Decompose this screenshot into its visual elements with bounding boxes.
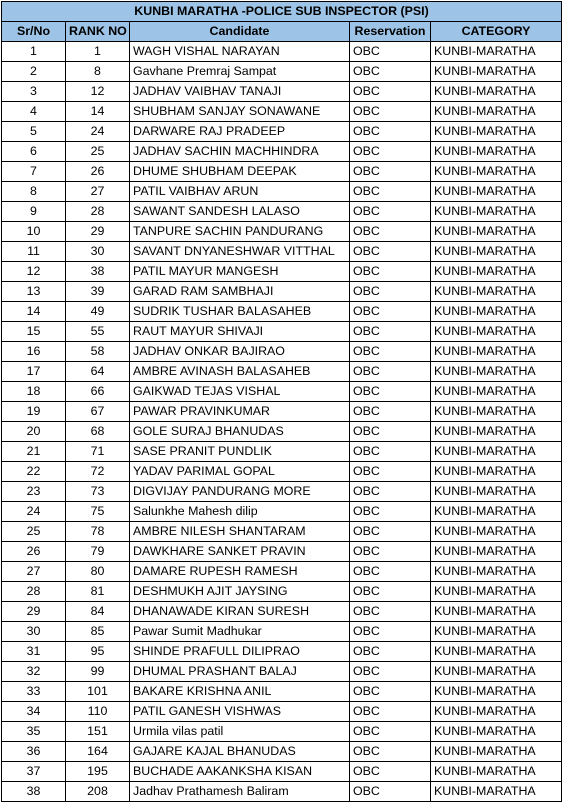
category-cell[interactable]: KUNBI-MARATHA: [431, 542, 562, 562]
reservation-cell[interactable]: OBC: [350, 242, 431, 262]
title-row: [2, 2, 562, 22]
table-row: [2, 562, 562, 582]
candidate-cell[interactable]: DHANAWADE KIRAN SURESH: [130, 602, 350, 622]
rank-no-cell[interactable]: 28: [66, 202, 130, 222]
candidate-cell[interactable]: WAGH VISHAL NARAYAN: [130, 42, 350, 62]
sr-no-cell[interactable]: 21: [2, 442, 66, 462]
candidate-cell[interactable]: GOLE SURAJ BHANUDAS: [130, 422, 350, 442]
candidate-cell[interactable]: TANPURE SACHIN PANDURANG: [130, 222, 350, 242]
table-row: [2, 482, 562, 502]
candidate-cell[interactable]: PATIL VAIBHAV ARUN: [130, 182, 350, 202]
reservation-cell[interactable]: OBC: [350, 182, 431, 202]
category-cell[interactable]: KUNBI-MARATHA: [431, 622, 562, 642]
reservation-cell[interactable]: OBC: [350, 162, 431, 182]
sr-no-cell[interactable]: 26: [2, 542, 66, 562]
reservation-cell[interactable]: OBC: [350, 322, 431, 342]
sr-no-cell[interactable]: 1: [2, 42, 66, 62]
candidate-cell[interactable]: AMBRE AVINASH BALASAHEB: [130, 362, 350, 382]
category-cell[interactable]: KUNBI-MARATHA: [431, 602, 562, 622]
category-cell[interactable]: KUNBI-MARATHA: [431, 382, 562, 402]
rank-no-cell[interactable]: 208: [66, 782, 130, 802]
category-cell[interactable]: KUNBI-MARATHA: [431, 722, 562, 742]
table-row: [2, 522, 562, 542]
table-row: [2, 422, 562, 442]
sr-no-cell[interactable]: 32: [2, 662, 66, 682]
rank-no-cell[interactable]: 75: [66, 502, 130, 522]
sr-no-cell[interactable]: 11: [2, 242, 66, 262]
sr-no-cell[interactable]: 24: [2, 502, 66, 522]
sr-no-cell[interactable]: 30: [2, 622, 66, 642]
sr-no-cell[interactable]: 29: [2, 602, 66, 622]
category-cell[interactable]: KUNBI-MARATHA: [431, 162, 562, 182]
candidate-cell[interactable]: Salunkhe Mahesh dilip: [130, 502, 350, 522]
category-cell[interactable]: KUNBI-MARATHA: [431, 522, 562, 542]
reservation-cell[interactable]: OBC: [350, 402, 431, 422]
table-row: [2, 142, 562, 162]
table-row: [2, 662, 562, 682]
category-cell[interactable]: KUNBI-MARATHA: [431, 502, 562, 522]
table-row: [2, 542, 562, 562]
rank-no-cell[interactable]: 80: [66, 562, 130, 582]
table-row: [2, 222, 562, 242]
candidate-cell[interactable]: YADAV PARIMAL GOPAL: [130, 462, 350, 482]
table-row: [2, 262, 562, 282]
rank-no-cell[interactable]: 67: [66, 402, 130, 422]
reservation-cell[interactable]: OBC: [350, 562, 431, 582]
table-row: [2, 182, 562, 202]
sr-no-cell[interactable]: 19: [2, 402, 66, 422]
candidate-cell[interactable]: SHINDE PRAFULL DILIPRAO: [130, 642, 350, 662]
rank-no-cell[interactable]: 27: [66, 182, 130, 202]
candidate-cell[interactable]: BUCHADE AAKANKSHA KISAN: [130, 762, 350, 782]
rank-no-cell[interactable]: 68: [66, 422, 130, 442]
table-row: [2, 682, 562, 702]
rank-no-cell[interactable]: 71: [66, 442, 130, 462]
table-row: [2, 402, 562, 422]
sr-no-cell[interactable]: 31: [2, 642, 66, 662]
candidate-cell[interactable]: DESHMUKH AJIT JAYSING: [130, 582, 350, 602]
category-cell[interactable]: KUNBI-MARATHA: [431, 102, 562, 122]
sr-no-cell[interactable]: 2: [2, 62, 66, 82]
reservation-cell[interactable]: OBC: [350, 722, 431, 742]
reservation-cell[interactable]: OBC: [350, 382, 431, 402]
sr-no-cell[interactable]: 17: [2, 362, 66, 382]
candidate-cell[interactable]: DHUMAL PRASHANT BALAJ: [130, 662, 350, 682]
table-row: [2, 722, 562, 742]
candidate-cell[interactable]: JADHAV VAIBHAV TANAJI: [130, 82, 350, 102]
sr-no-cell[interactable]: 10: [2, 222, 66, 242]
header-category[interactable]: CATEGORY: [431, 22, 562, 42]
rank-no-cell[interactable]: 8: [66, 62, 130, 82]
candidate-cell[interactable]: JADHAV ONKAR BAJIRAO: [130, 342, 350, 362]
candidate-cell[interactable]: DHUME SHUBHAM DEEPAK: [130, 162, 350, 182]
rank-no-cell[interactable]: 85: [66, 622, 130, 642]
sr-no-cell[interactable]: 13: [2, 282, 66, 302]
spreadsheet: [1, 1, 561, 802]
reservation-cell[interactable]: OBC: [350, 422, 431, 442]
table-row: [2, 462, 562, 482]
sr-no-cell[interactable]: 27: [2, 562, 66, 582]
table-row: [2, 322, 562, 342]
candidate-cell[interactable]: GARAD RAM SAMBHAJI: [130, 282, 350, 302]
candidate-cell[interactable]: GAIKWAD TEJAS VISHAL: [130, 382, 350, 402]
rank-no-cell[interactable]: 81: [66, 582, 130, 602]
candidate-cell[interactable]: GAJARE KAJAL BHANUDAS: [130, 742, 350, 762]
table-row: [2, 42, 562, 62]
sr-no-cell[interactable]: 38: [2, 782, 66, 802]
reservation-cell[interactable]: OBC: [350, 102, 431, 122]
rank-no-cell[interactable]: 110: [66, 702, 130, 722]
category-cell[interactable]: KUNBI-MARATHA: [431, 742, 562, 762]
sr-no-cell[interactable]: 33: [2, 682, 66, 702]
rank-no-cell[interactable]: 25: [66, 142, 130, 162]
table-row: [2, 742, 562, 762]
candidate-cell[interactable]: Pawar Sumit Madhukar: [130, 622, 350, 642]
reservation-cell[interactable]: OBC: [350, 542, 431, 562]
sr-no-cell[interactable]: 22: [2, 462, 66, 482]
rank-no-cell[interactable]: 39: [66, 282, 130, 302]
category-cell[interactable]: KUNBI-MARATHA: [431, 562, 562, 582]
table-row: [2, 502, 562, 522]
table-row: [2, 302, 562, 322]
candidate-cell[interactable]: SAVANT DNYANESHWAR VITTHAL: [130, 242, 350, 262]
rank-no-cell[interactable]: 99: [66, 662, 130, 682]
candidate-cell[interactable]: PAWAR PRAVINKUMAR: [130, 402, 350, 422]
reservation-cell[interactable]: OBC: [350, 202, 431, 222]
table-row: [2, 622, 562, 642]
candidate-cell[interactable]: BAKARE KRISHNA ANIL: [130, 682, 350, 702]
rank-no-cell[interactable]: 29: [66, 222, 130, 242]
rank-no-cell[interactable]: 164: [66, 742, 130, 762]
table-row: [2, 362, 562, 382]
sr-no-cell[interactable]: 20: [2, 422, 66, 442]
rank-no-cell[interactable]: 78: [66, 522, 130, 542]
table-row: [2, 82, 562, 102]
candidate-cell[interactable]: DAWKHARE SANKET PRAVIN: [130, 542, 350, 562]
sr-no-cell[interactable]: 37: [2, 762, 66, 782]
candidate-cell[interactable]: AMBRE NILESH SHANTARAM: [130, 522, 350, 542]
table-row: [2, 202, 562, 222]
category-cell[interactable]: KUNBI-MARATHA: [431, 422, 562, 442]
reservation-cell[interactable]: OBC: [350, 782, 431, 802]
category-cell[interactable]: KUNBI-MARATHA: [431, 182, 562, 202]
candidate-cell[interactable]: Jadhav Prathamesh Baliram: [130, 782, 350, 802]
candidate-cell[interactable]: RAUT MAYUR SHIVAJI: [130, 322, 350, 342]
category-cell[interactable]: KUNBI-MARATHA: [431, 402, 562, 422]
sr-no-cell[interactable]: 25: [2, 522, 66, 542]
reservation-cell[interactable]: OBC: [350, 642, 431, 662]
rank-no-cell[interactable]: 79: [66, 542, 130, 562]
reservation-cell[interactable]: OBC: [350, 582, 431, 602]
header-rank-no[interactable]: RANK NO: [66, 22, 130, 42]
table-row: [2, 162, 562, 182]
candidate-cell[interactable]: Gavhane Premraj Sampat: [130, 62, 350, 82]
rank-no-cell[interactable]: 38: [66, 262, 130, 282]
rank-no-cell[interactable]: 14: [66, 102, 130, 122]
rank-no-cell[interactable]: 49: [66, 302, 130, 322]
rank-no-cell[interactable]: 95: [66, 642, 130, 662]
table-row: [2, 282, 562, 302]
category-cell[interactable]: KUNBI-MARATHA: [431, 242, 562, 262]
reservation-cell[interactable]: OBC: [350, 682, 431, 702]
header-row: [2, 22, 562, 42]
table-row: [2, 442, 562, 462]
sr-no-cell[interactable]: 18: [2, 382, 66, 402]
candidate-cell[interactable]: DARWARE RAJ PRADEEP: [130, 122, 350, 142]
sr-no-cell[interactable]: 6: [2, 142, 66, 162]
category-cell[interactable]: KUNBI-MARATHA: [431, 142, 562, 162]
category-cell[interactable]: KUNBI-MARATHA: [431, 202, 562, 222]
reservation-cell[interactable]: OBC: [350, 442, 431, 462]
candidate-cell[interactable]: DIGVIJAY PANDURANG MORE: [130, 482, 350, 502]
category-cell[interactable]: KUNBI-MARATHA: [431, 442, 562, 462]
sr-no-cell[interactable]: 3: [2, 82, 66, 102]
candidate-cell[interactable]: JADHAV SACHIN MACHHINDRA: [130, 142, 350, 162]
reservation-cell[interactable]: OBC: [350, 82, 431, 102]
category-cell[interactable]: KUNBI-MARATHA: [431, 702, 562, 722]
category-cell[interactable]: KUNBI-MARATHA: [431, 62, 562, 82]
table-row: [2, 762, 562, 782]
category-cell[interactable]: KUNBI-MARATHA: [431, 762, 562, 782]
rank-no-cell[interactable]: 1: [66, 42, 130, 62]
candidate-cell[interactable]: PATIL MAYUR MANGESH: [130, 262, 350, 282]
rank-no-cell[interactable]: 58: [66, 342, 130, 362]
table-row: [2, 122, 562, 142]
reservation-cell[interactable]: OBC: [350, 622, 431, 642]
header-sr-no[interactable]: Sr/No: [2, 22, 66, 42]
reservation-cell[interactable]: OBC: [350, 62, 431, 82]
reservation-cell[interactable]: OBC: [350, 142, 431, 162]
sr-no-cell[interactable]: 28: [2, 582, 66, 602]
category-cell[interactable]: KUNBI-MARATHA: [431, 582, 562, 602]
rank-no-cell[interactable]: 64: [66, 362, 130, 382]
sr-no-cell[interactable]: 35: [2, 722, 66, 742]
category-cell[interactable]: KUNBI-MARATHA: [431, 282, 562, 302]
table-row: [2, 242, 562, 262]
sr-no-cell[interactable]: 34: [2, 702, 66, 722]
category-cell[interactable]: KUNBI-MARATHA: [431, 362, 562, 382]
category-cell[interactable]: KUNBI-MARATHA: [431, 462, 562, 482]
reservation-cell[interactable]: OBC: [350, 462, 431, 482]
sr-no-cell[interactable]: 23: [2, 482, 66, 502]
rank-no-cell[interactable]: 73: [66, 482, 130, 502]
reservation-cell[interactable]: OBC: [350, 702, 431, 722]
category-cell[interactable]: KUNBI-MARATHA: [431, 302, 562, 322]
category-cell[interactable]: KUNBI-MARATHA: [431, 642, 562, 662]
rank-no-cell[interactable]: 30: [66, 242, 130, 262]
sr-no-cell[interactable]: 12: [2, 262, 66, 282]
candidate-cell[interactable]: SUDRIK TUSHAR BALASAHEB: [130, 302, 350, 322]
category-cell[interactable]: KUNBI-MARATHA: [431, 342, 562, 362]
reservation-cell[interactable]: OBC: [350, 482, 431, 502]
table-row: [2, 382, 562, 402]
candidate-cell[interactable]: PATIL GANESH VISHWAS: [130, 702, 350, 722]
reservation-cell[interactable]: OBC: [350, 42, 431, 62]
table-row: [2, 62, 562, 82]
psi-selection-table: [1, 1, 562, 802]
category-cell[interactable]: KUNBI-MARATHA: [431, 82, 562, 102]
sr-no-cell[interactable]: 15: [2, 322, 66, 342]
sr-no-cell[interactable]: 7: [2, 162, 66, 182]
rank-no-cell[interactable]: 55: [66, 322, 130, 342]
table-row: [2, 602, 562, 622]
sr-no-cell[interactable]: 36: [2, 742, 66, 762]
candidate-cell[interactable]: SASE PRANIT PUNDLIK: [130, 442, 350, 462]
category-cell[interactable]: KUNBI-MARATHA: [431, 122, 562, 142]
candidate-cell[interactable]: DAMARE RUPESH RAMESH: [130, 562, 350, 582]
reservation-cell[interactable]: OBC: [350, 282, 431, 302]
category-cell[interactable]: KUNBI-MARATHA: [431, 222, 562, 242]
reservation-cell[interactable]: OBC: [350, 662, 431, 682]
reservation-cell[interactable]: OBC: [350, 302, 431, 322]
sr-no-cell[interactable]: 16: [2, 342, 66, 362]
sr-no-cell[interactable]: 9: [2, 202, 66, 222]
category-cell[interactable]: KUNBI-MARATHA: [431, 42, 562, 62]
rank-no-cell[interactable]: 66: [66, 382, 130, 402]
table-row: [2, 102, 562, 122]
reservation-cell[interactable]: OBC: [350, 522, 431, 542]
reservation-cell[interactable]: OBC: [350, 362, 431, 382]
reservation-cell[interactable]: OBC: [350, 762, 431, 782]
reservation-cell[interactable]: OBC: [350, 122, 431, 142]
rank-no-cell[interactable]: 151: [66, 722, 130, 742]
header-reservation[interactable]: Reservation: [350, 22, 431, 42]
sr-no-cell[interactable]: 8: [2, 182, 66, 202]
rank-no-cell[interactable]: 72: [66, 462, 130, 482]
table-title[interactable]: KUNBI MARATHA -POLICE SUB INSPECTOR (PSI): [2, 2, 562, 22]
rank-no-cell[interactable]: 101: [66, 682, 130, 702]
sr-no-cell[interactable]: 14: [2, 302, 66, 322]
table-row: [2, 582, 562, 602]
table-row: [2, 782, 562, 802]
sr-no-cell[interactable]: 5: [2, 122, 66, 142]
category-cell[interactable]: KUNBI-MARATHA: [431, 262, 562, 282]
category-cell[interactable]: KUNBI-MARATHA: [431, 662, 562, 682]
candidate-cell[interactable]: Urmila vilas patil: [130, 722, 350, 742]
category-cell[interactable]: KUNBI-MARATHA: [431, 322, 562, 342]
candidate-cell[interactable]: SHUBHAM SANJAY SONAWANE: [130, 102, 350, 122]
category-cell[interactable]: KUNBI-MARATHA: [431, 482, 562, 502]
category-cell[interactable]: KUNBI-MARATHA: [431, 782, 562, 802]
reservation-cell[interactable]: OBC: [350, 742, 431, 762]
rank-no-cell[interactable]: 26: [66, 162, 130, 182]
rank-no-cell[interactable]: 195: [66, 762, 130, 782]
header-candidate[interactable]: Candidate: [130, 22, 350, 42]
candidate-cell[interactable]: SAWANT SANDESH LALASO: [130, 202, 350, 222]
table-row: [2, 702, 562, 722]
reservation-cell[interactable]: OBC: [350, 222, 431, 242]
table-body: [2, 42, 562, 802]
reservation-cell[interactable]: OBC: [350, 602, 431, 622]
reservation-cell[interactable]: OBC: [350, 502, 431, 522]
sr-no-cell[interactable]: 4: [2, 102, 66, 122]
reservation-cell[interactable]: OBC: [350, 262, 431, 282]
rank-no-cell[interactable]: 24: [66, 122, 130, 142]
table-row: [2, 642, 562, 662]
rank-no-cell[interactable]: 12: [66, 82, 130, 102]
category-cell[interactable]: KUNBI-MARATHA: [431, 682, 562, 702]
reservation-cell[interactable]: OBC: [350, 342, 431, 362]
table-row: [2, 342, 562, 362]
rank-no-cell[interactable]: 84: [66, 602, 130, 622]
